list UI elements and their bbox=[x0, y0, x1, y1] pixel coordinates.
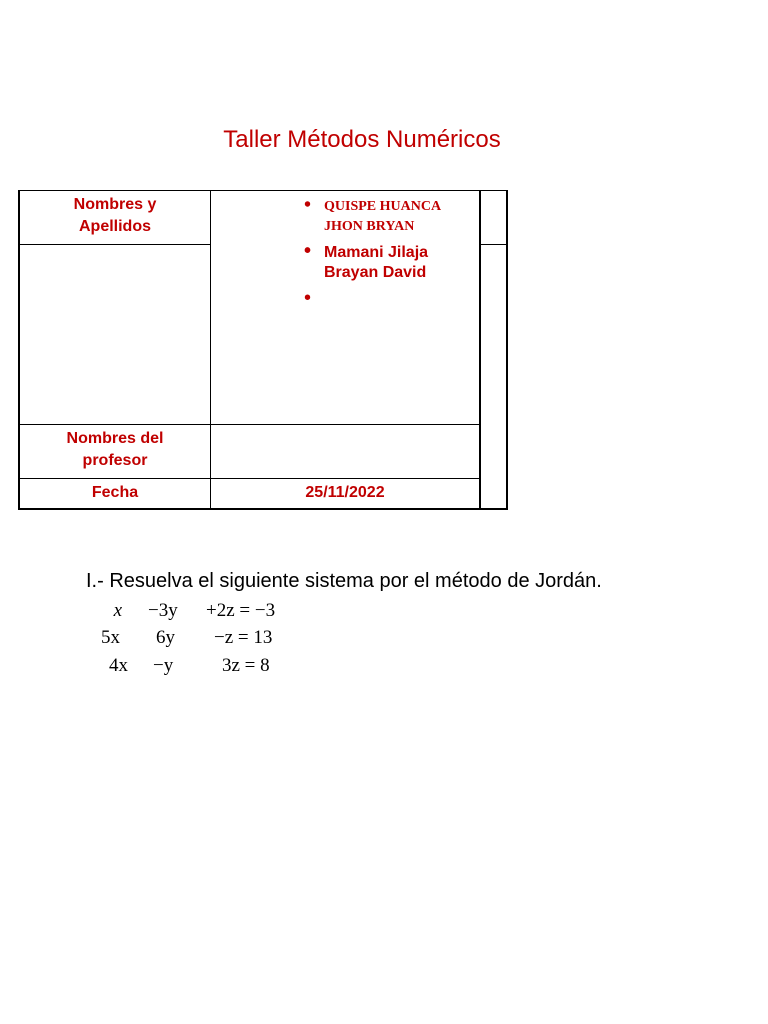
eq-term: −3y bbox=[148, 600, 178, 621]
table-divider-h2 bbox=[20, 424, 481, 425]
date-value: 25/11/2022 bbox=[305, 484, 385, 501]
equation-row bbox=[0, 627, 768, 653]
eq-term: 5x bbox=[101, 627, 120, 648]
exercise-instruction: I.- Resuelva el siguiente sistema por el método de Jordán. bbox=[86, 570, 602, 592]
professor-label: Nombres del profesor bbox=[66, 430, 164, 469]
student-list bbox=[300, 194, 474, 311]
eq-term: −z = 13 bbox=[214, 627, 273, 648]
page-title: Taller Métodos Numéricos bbox=[223, 126, 501, 153]
date-label: Fecha bbox=[91, 484, 139, 501]
table-divider-v1 bbox=[210, 191, 211, 509]
table-divider-v2 bbox=[479, 191, 481, 509]
eq-term: −y bbox=[153, 655, 174, 676]
table-divider-h1b bbox=[481, 244, 508, 245]
equation-row bbox=[0, 655, 768, 681]
bullet-icon: • bbox=[304, 287, 312, 309]
equation-row bbox=[0, 600, 768, 626]
list-item: • QUISPE HUANCA JHON BRYAN bbox=[304, 194, 441, 234]
list-item bbox=[300, 289, 474, 311]
table-divider-h3 bbox=[20, 478, 481, 479]
eq-term: x bbox=[113, 600, 122, 621]
table-divider-h1 bbox=[20, 244, 210, 245]
eq-term: 6y bbox=[156, 627, 175, 648]
eq-term: 3z = 8 bbox=[222, 655, 270, 676]
eq-term: 4x bbox=[109, 655, 128, 676]
list-item: • Mamani Jilaja Brayan David bbox=[304, 240, 429, 281]
bullet-icon: • bbox=[304, 194, 312, 216]
names-label: Nombres y Apellidos bbox=[73, 196, 157, 235]
bullet-icon: • bbox=[304, 240, 312, 262]
eq-term: +2z = −3 bbox=[206, 600, 276, 621]
